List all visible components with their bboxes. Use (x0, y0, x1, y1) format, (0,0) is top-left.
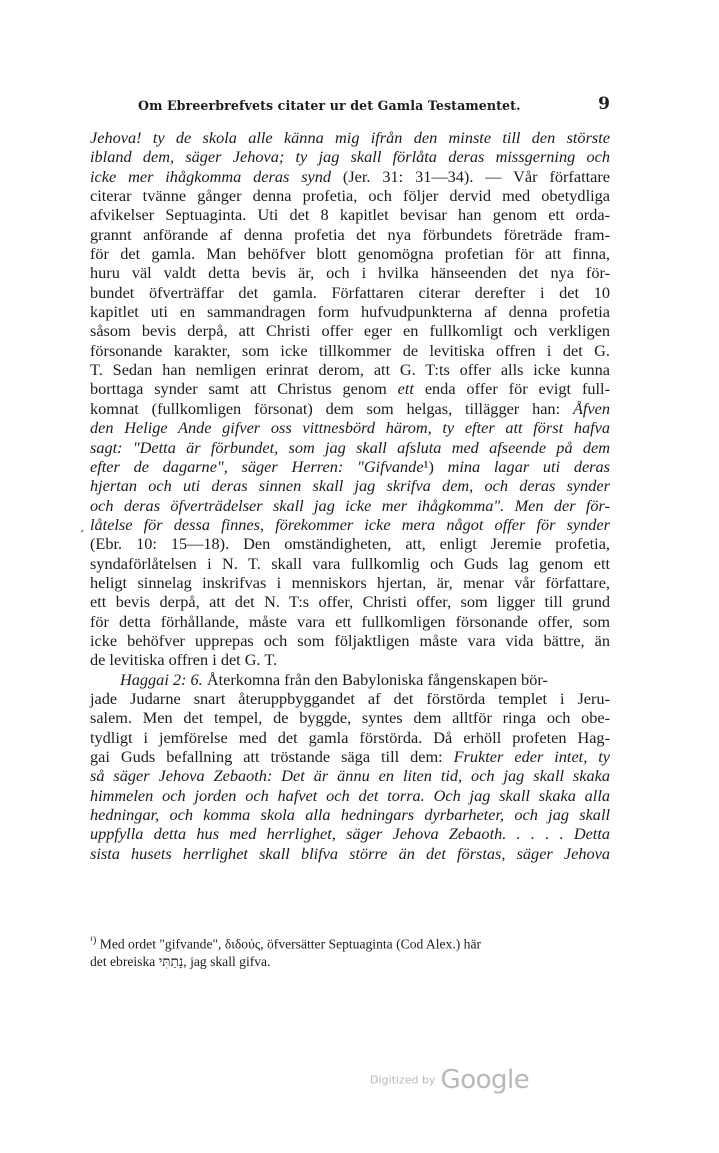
italic-segment: ett (397, 379, 414, 399)
italic-segment: icke mer ihågkomma deras synd (90, 166, 332, 186)
italic-segment: Haggai 2: 6. (120, 669, 203, 689)
text-line (90, 670, 610, 689)
text-segment: för detta förhållande, måste vara ett fullkomligen försonande offer, som (90, 611, 610, 631)
text-line (90, 573, 610, 592)
italic-segment: Åfven (572, 398, 610, 418)
text-line (90, 244, 610, 263)
text-segment: de levitiska offren i det G. T. (90, 650, 278, 670)
footnote (90, 932, 610, 970)
text-segment: kapitlet uti en sammandragen form hufvudpunkterna af denna profetia (90, 302, 610, 322)
text-segment: afvikelser Septuaginta. Uti det 8 kapitlet bevisar han genom ett orda- (90, 205, 610, 225)
page-number: 9 (598, 94, 610, 114)
italic-segment: sagt: "Detta är förbundet, som jag skall afsluta med afseende på dem (90, 437, 610, 457)
text-segment: borttaga synder samt att Christus genom (90, 379, 398, 399)
footnote-line-1 (90, 932, 610, 953)
stray-mark: ˊ (78, 529, 85, 545)
text-segment: såsom bevis derpå, att Christi offer eger en fullkomligt och verkligen (90, 321, 610, 341)
italic-segment: mina lagar uti deras (433, 456, 610, 476)
text-line (90, 747, 610, 766)
text-line (90, 186, 610, 205)
page-header (90, 94, 610, 120)
text-segment: för det gamla. Man behöfver blott genomögna profetian för att finna, (90, 244, 610, 264)
text-line (90, 786, 610, 805)
text-line (90, 438, 610, 457)
italic-segment: hedningar, och komma skola alla hedningars dyrbarheter, och jag skall (90, 805, 610, 825)
italic-segment: så säger Jehova Zebaoth: Det är ännu en liten tid, och jag skall skaka (90, 766, 610, 786)
text-segment: (Ebr. 10: 15—18). Den omständigheten, att, enligt Jeremie profetia, (90, 534, 610, 554)
italic-segment: Frukter eder intet, ty (453, 747, 610, 766)
text-line (90, 225, 610, 244)
body-text (90, 128, 610, 863)
text-line (90, 379, 610, 398)
digitized-by-google-watermark (370, 1065, 529, 1095)
text-line (90, 457, 610, 476)
text-segment: jade Judarne snart återuppbyggandet af det förstörda templet i Jeru- (90, 688, 610, 708)
running-title: Om Ebreerbrefvets citater ur det Gamla Testamentet. (138, 98, 521, 113)
text-line (90, 592, 610, 611)
text-line (90, 128, 610, 147)
text-line (90, 418, 610, 437)
google-logo: Google (440, 1065, 530, 1095)
italic-segment: Jehova! ty de skola alle känna mig ifrån den minste till den störste (90, 128, 610, 147)
footnote-mark: ¹) (90, 935, 97, 946)
text-line (90, 321, 610, 340)
text-line (90, 167, 610, 186)
text-line (90, 650, 610, 669)
text-line (90, 728, 610, 747)
text-line (90, 612, 610, 631)
text-segment: Återkomna från den Babyloniska fångenskapen bör- (202, 669, 548, 689)
italic-segment: efter de dagarne", säger Herren: "Gifvande (90, 456, 424, 476)
text-segment: enda offer för evigt full- (413, 379, 610, 399)
italic-segment: ibland dem, säger Jehova; ty jag skall förlåta deras missgerning och (90, 147, 610, 167)
text-segment: icke behöfver upprepas och som följaktligen måste vara vida bättre, än (90, 630, 610, 650)
text-line (90, 844, 610, 863)
text-line (90, 689, 610, 708)
text-segment: bundet öfverträffar det gamla. Författaren citerar derefter i det 10 (90, 282, 610, 302)
text-line (90, 496, 610, 515)
text-segment: försonande karakter, som icke tillkommer de levitiska offren i det G. (90, 340, 610, 360)
text-segment: citerar tvänne gånger denna profetia, och följer dervid med obetydliga (90, 186, 610, 206)
text-line (90, 360, 610, 379)
italic-segment: sista husets herrlighet skall blifva större än det förstas, säger Jehova (90, 843, 610, 863)
text-line (90, 302, 610, 321)
text-line (90, 766, 610, 785)
italic-segment: himmelen och jorden och hafvet och det torra. Och jag skall skaka alla (90, 785, 610, 805)
text-line (90, 263, 610, 282)
italic-segment: och deras öfverträdelser skall jag icke mer ihågkomma". Men der för- (90, 495, 610, 515)
italic-segment: låtelse för dessa finnes, förekommer icke mera något offer för synder (90, 514, 610, 534)
text-line (90, 534, 610, 553)
italic-segment: den Helige Ande gifver oss vittnesbörd härom, ty efter att först hafva (90, 418, 610, 438)
text-line (90, 341, 610, 360)
text-line (90, 283, 610, 302)
text-segment: huru väl valdt detta bevis är, och i hvilka hänseenden det nya för- (90, 263, 610, 283)
text-line (90, 824, 610, 843)
text-segment: salem. Men det tempel, de byggde, syntes dem alltför ringa och obe- (90, 708, 610, 728)
text-segment: syndaförlåtelsen i N. T. skall vara fullkomlig och Guds lag genom ett (90, 553, 610, 573)
text-segment: heligt sinnelag inskrifvas i menniskors hjertan, är, menar vår författare, (90, 572, 610, 592)
text-line (90, 708, 610, 727)
watermark-prefix: Digitized by (370, 1073, 436, 1087)
text-segment: komnat (fullkomligen försonat) dem som helgas, tillägger han: (90, 398, 573, 418)
text-segment: ett bevis derpå, att det N. T:s offer, Christi offer, som ligger till grund (90, 592, 610, 612)
text-line (90, 147, 610, 166)
text-line (90, 805, 610, 824)
text-segment: (Jer. 31: 31—34). — Vår författare (331, 166, 610, 186)
text-line (90, 554, 610, 573)
text-line (90, 205, 610, 224)
text-line (90, 399, 610, 418)
text-line (90, 515, 610, 534)
footnote-text-1: Med ordet "gifvande", διδούς, öfversätter Septuaginta (Cod Alex.) här (96, 936, 482, 952)
text-segment: ¹) (423, 456, 434, 476)
text-line (90, 631, 610, 650)
footnote-line-2: det ebreiska נָתַתִּי, jag skall gifva. (90, 953, 271, 969)
text-segment: tydligt i jemförelse med det gamla förstörda. Då erhöll profeten Hag- (90, 727, 610, 747)
text-line (90, 476, 610, 495)
text-segment: grannt anförande af denna profetia det nya förbundets företräde fram- (90, 224, 610, 244)
text-segment: gai Guds befallning att tröstande säga till dem: (90, 747, 454, 766)
italic-segment: hjertan och uti deras sinnen skall jag skrifva dem, och deras synder (90, 476, 610, 496)
italic-segment: uppfylla detta hus med herrlighet, säger Jehova Zebaoth. . . . . Detta (90, 824, 610, 844)
text-segment: T. Sedan han nemligen erinrat derom, att G. T:ts offer alls icke kunna (90, 360, 610, 380)
